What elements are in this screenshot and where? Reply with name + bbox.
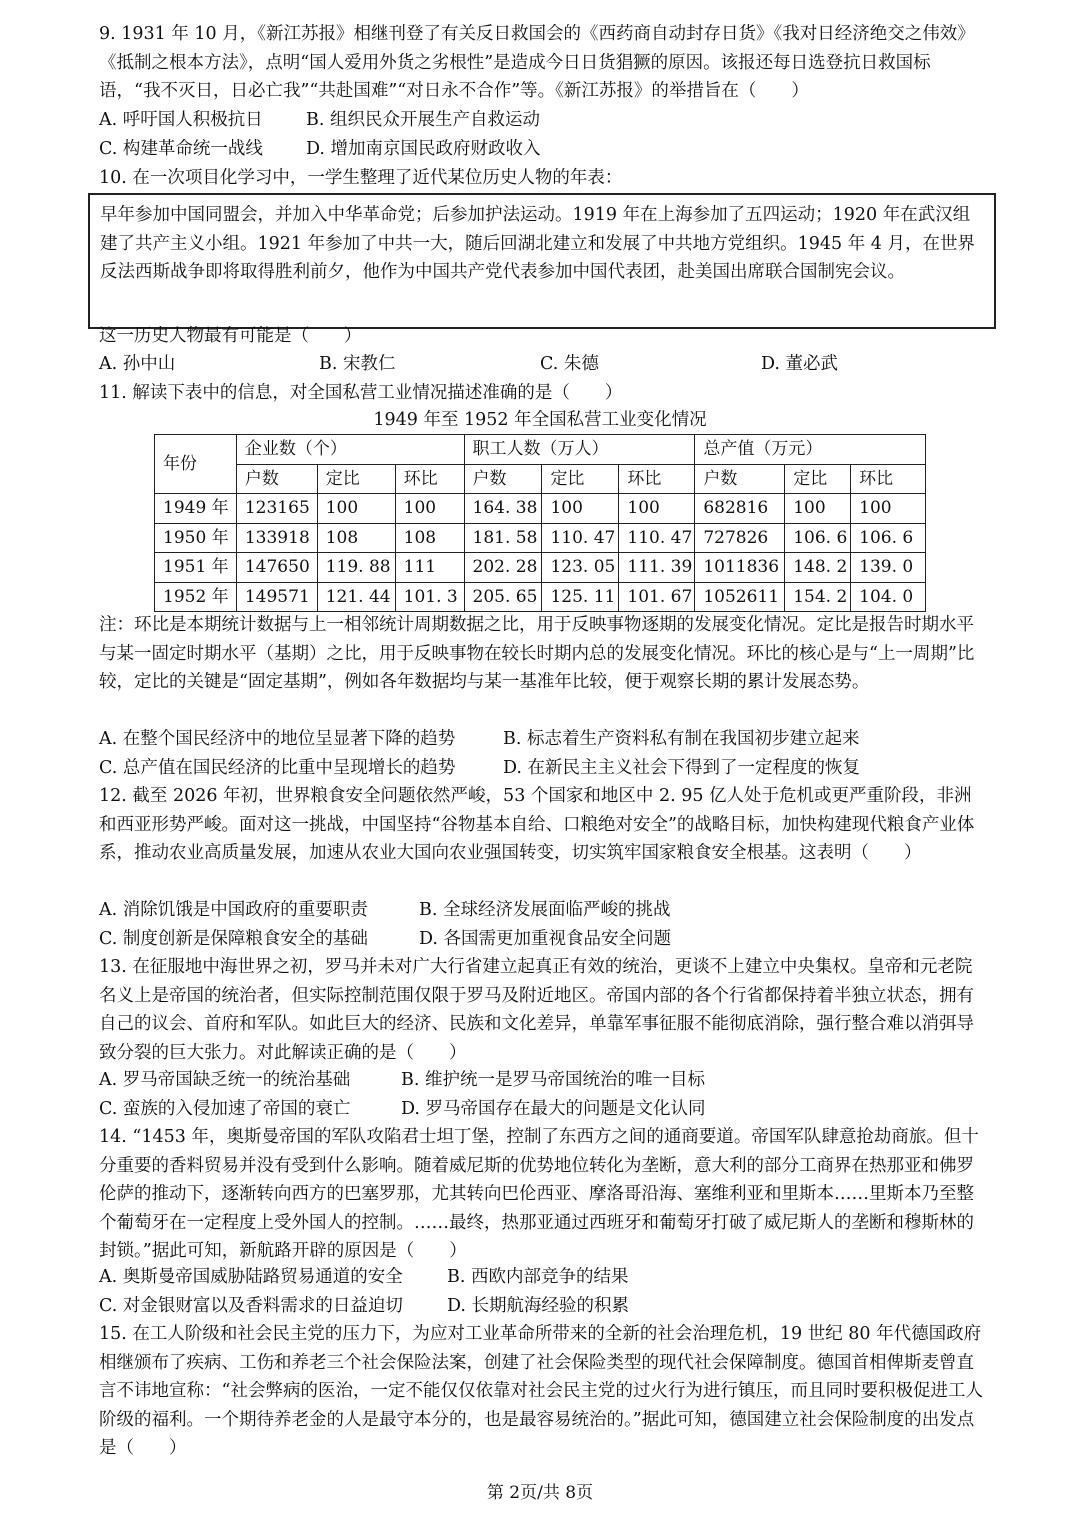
q13-stem: 13. 在征服地中海世界之初，罗马并未对广大行省建立起真正有效的统治，更谈不上建立中央集权。皇帝和元老院名义上是帝国的统治者，但实际控制范围仅限于罗马及附近地区。帝国内部的各个行省都保持着半独立状态，拥有自己的议会、首府和军队。如此巨大的经济、民族和文化差异，单靠军事征服不能彻底消除，强行整合难以消弭导致分裂的巨大张力。对此解读正确的是（ ） [99,957,974,1063]
table-cell: 119. 88 [317,553,395,583]
table-cell: 101. 67 [619,582,695,612]
table-cell: 123. 05 [542,553,619,583]
q14-stem: 14. “1453 年，奥斯曼帝国的军队攻陷君士坦丁堡，控制了东西方之间的通商要道。帝国军队肆意抢劫商旅。但十分重要的香料贸易并没有受到什么影响。随着威尼斯的优势地位转化为垄断，意大利的部分工商界在热那亚和佛罗伦萨的推动下，逐渐转向西方的巴塞罗那，尤其转向巴伦西亚、摩洛哥沿海、塞维利亚和里斯本……里斯本乃至整个葡萄牙在一定程度上受外国人的控制。……最终，热那亚通过西班牙和葡萄牙打破了威尼斯人的垄断和穆斯林的封锁。”据此可知，新航路开辟的原因是（ ） [99,1127,979,1262]
table-cell: 104. 0 [851,582,926,612]
table-cell: 125. 11 [542,582,619,612]
q10-option-d[interactable]: D. 董必武 [761,354,839,374]
page-number: 第 2页/共 8页 [486,1483,594,1503]
q14-options-row1 [99,1263,989,1292]
table-row [155,523,926,553]
table-cell: 133918 [236,523,317,553]
subheader: 定比 [542,464,619,494]
table-cell: 727826 [695,523,785,553]
header-group-workers: 职工人数（万人） [464,435,695,465]
table-cell: 1011836 [695,553,785,583]
subheader: 定比 [317,464,395,494]
q10-option-b[interactable]: B. 宋教仁 [319,354,396,374]
table-cell: 682816 [695,494,785,524]
table-cell: 111. 39 [619,553,695,583]
table-cell: 108 [395,523,464,553]
q13-options-row1 [99,1066,989,1095]
q9-options-row1 [99,106,989,135]
q9-stem: 9. 1931 年 10 月，《新江苏报》相继刊登了有关反日救国会的《西药商自动封存日货》《我对日经济绝交之伟效》《抵制之根本方法》，点明“国人爱用外货之劣根性”是造成今日日货猖獗的原因。该报还每日选登抗日救国标语，“我不灭日，日必亡我”“共赴国难”“对日永不合作”等。《新江苏报》的举措旨在（ ） [99,24,975,102]
q12-stem: 12. 截至 2026 年初，世界粮食安全问题依然严峻，53 个国家和地区中 2. 95 亿人处于危机或更严重阶段，非洲和西亚形势严峻。面对这一挑战，中国坚持“谷物基本自给、口粮绝对安全”的战略目标，加快构建现代粮食产业体系，推动农业高质量发展，加速从农业大国向农业强国转变，切实筑牢国家粮食安全根基。这表明（ ） [99,786,975,864]
table-row [155,582,926,612]
table-cell: 106. 6 [785,523,851,553]
q11-option-d[interactable]: D. 在新民主主义社会下得到了一定程度的恢复 [503,758,861,778]
q10-stem: 10. 在一次项目化学习中，一学生整理了近代某位历史人物的年表： [99,168,623,188]
q13-option-a[interactable]: A. 罗马帝国缺乏统一的统治基础 [99,1070,351,1090]
table-cell: 100 [785,494,851,524]
subheader: 户数 [695,464,785,494]
q11-options-row2 [99,754,989,783]
q12-option-a[interactable]: A. 消除饥饿是中国政府的重要职责 [99,900,368,920]
table-header-row-1 [155,435,926,465]
table-cell: 100 [542,494,619,524]
table-cell: 1949 年 [155,494,237,524]
q10-question: 这一历史人物最有可能是（ ） [99,326,362,346]
q9-option-d[interactable]: D. 增加南京国民政府财政收入 [306,139,541,159]
q13-option-c[interactable]: C. 蛮族的入侵加速了帝国的衰亡 [99,1099,351,1119]
q14-option-c[interactable]: C. 对金银财富以及香料需求的日益迫切 [99,1296,403,1316]
table-cell: 1952 年 [155,582,237,612]
table-cell: 164. 38 [464,494,542,524]
q15-stem: 15. 在工人阶级和社会民主党的压力下，为应对工业革命所带来的全新的社会治理危机，19 世纪 80 年代德国政府相继颁布了疾病、工伤和养老三个社会保险法案，创建了社会保险类型的现代社会保障制度。德国首相俾斯麦曾直言不讳地宣称：“社会弊病的医治，一定不能仅仅依靠对社会民主党的过火行为进行镇压，而且同时要积极促进工人阶级的福利。一个期待养老金的人是最守本分的，也是最容易统治的。”据此可知，德国建立社会保险制度的出发点是（ ） [99,1324,983,1459]
table-cell: 123165 [236,494,317,524]
table-cell: 111 [395,553,464,583]
table-row [155,494,926,524]
table-row [155,553,926,583]
table-cell: 139. 0 [851,553,926,583]
q10-material-box: 早年参加中国同盟会，并加入中华革命党；后参加护法运动。1919 年在上海参加了五四运动；1920 年在武汉组建了共产主义小组。1921 年参加了中共一大，随后回湖北建立和发展了中共地方党组织。1945 年 4 月，在世界反法西斯战争即将取得胜利前夕，他作为中国共产党代表参加中国代表团，赴美国出席联合国制宪会议。 [88,193,996,329]
table-cell: 1950 年 [155,523,237,553]
q9-options-row2 [99,135,989,164]
q10-option-a[interactable]: A. 孙中山 [99,354,176,374]
q13-option-d[interactable]: D. 罗马帝国存在最大的问题是文化认同 [401,1099,706,1119]
q13-options-row2 [99,1095,989,1124]
subheader: 户数 [236,464,317,494]
subheader: 环比 [619,464,695,494]
table-cell: 1951 年 [155,553,237,583]
table-cell: 101. 3 [395,582,464,612]
table-cell: 108 [317,523,395,553]
table-cell: 202. 28 [464,553,542,583]
table-caption: 1949 年至 1952 年全国私营工业变化情况 [373,410,707,430]
q11-option-b[interactable]: B. 标志着生产资料私有制在我国初步建立起来 [503,729,860,749]
q14-option-a[interactable]: A. 奥斯曼帝国威胁陆路贸易通道的安全 [99,1267,403,1287]
q14-option-d[interactable]: D. 长期航海经验的积累 [447,1296,630,1316]
q12-option-d[interactable]: D. 各国需更加重视食品安全问题 [419,929,672,949]
q9-option-b[interactable]: B. 组织民众开展生产自救运动 [306,110,540,130]
q13-option-b[interactable]: B. 维护统一是罗马帝国统治的唯一目标 [401,1070,705,1090]
q9-option-c[interactable]: C. 构建革命统一战线 [99,139,263,159]
table-cell: 1052611 [695,582,785,612]
table-cell: 106. 6 [851,523,926,553]
table-cell: 110. 47 [619,523,695,553]
table-header-row-2 [155,464,926,494]
subheader: 户数 [464,464,542,494]
q11-option-c[interactable]: C. 总产值在国民经济的比重中呈现增长的趋势 [99,758,456,778]
subheader: 环比 [395,464,464,494]
q12-options-row2 [99,925,989,954]
q14-options-row2 [99,1292,989,1321]
q12-option-c[interactable]: C. 制度创新是保障粮食安全的基础 [99,929,368,949]
q12-options-row1 [99,896,989,925]
table-cell: 147650 [236,553,317,583]
table-cell: 148. 2 [785,553,851,583]
q12-option-b[interactable]: B. 全球经济发展面临严峻的挑战 [419,900,671,920]
q11-stem: 11. 解读下表中的信息，对全国私营工业情况描述准确的是（ ） [99,383,623,403]
private-industry-table [154,434,926,612]
table-cell: 181. 58 [464,523,542,553]
q11-options-row1 [99,725,989,754]
table-cell: 100 [395,494,464,524]
q11-note: 注：环比是本期统计数据与上一相邻统计周期数据之比，用于反映事物逐期的发展变化情况。定比是报告时期水平与某一固定时期水平（基期）之比，用于反映事物在较长时期内总的发展变化情况。环比的核心是与“上一周期”比较，定比的关键是“固定基期”，例如各年数据均与某一基准年比较，便于观察长期的累计发展态势。 [99,615,975,693]
q9-option-a[interactable]: A. 呼吁国人积极抗日 [99,110,263,130]
table-cell: 110. 47 [542,523,619,553]
table-cell: 100 [317,494,395,524]
subheader: 环比 [851,464,926,494]
header-year: 年份 [155,435,237,494]
header-group-enterprises: 企业数（个） [236,435,464,465]
table-cell: 100 [851,494,926,524]
table-cell: 121. 44 [317,582,395,612]
q10-option-c[interactable]: C. 朱德 [540,354,599,374]
subheader: 定比 [785,464,851,494]
table-cell: 154. 2 [785,582,851,612]
q14-option-b[interactable]: B. 西欧内部竞争的结果 [447,1267,629,1287]
q11-option-a[interactable]: A. 在整个国民经济中的地位呈显著下降的趋势 [99,729,456,749]
table-cell: 149571 [236,582,317,612]
table-cell: 100 [619,494,695,524]
header-group-output: 总产值（万元） [695,435,926,465]
table-cell: 205. 65 [464,582,542,612]
q10-options [99,350,989,379]
